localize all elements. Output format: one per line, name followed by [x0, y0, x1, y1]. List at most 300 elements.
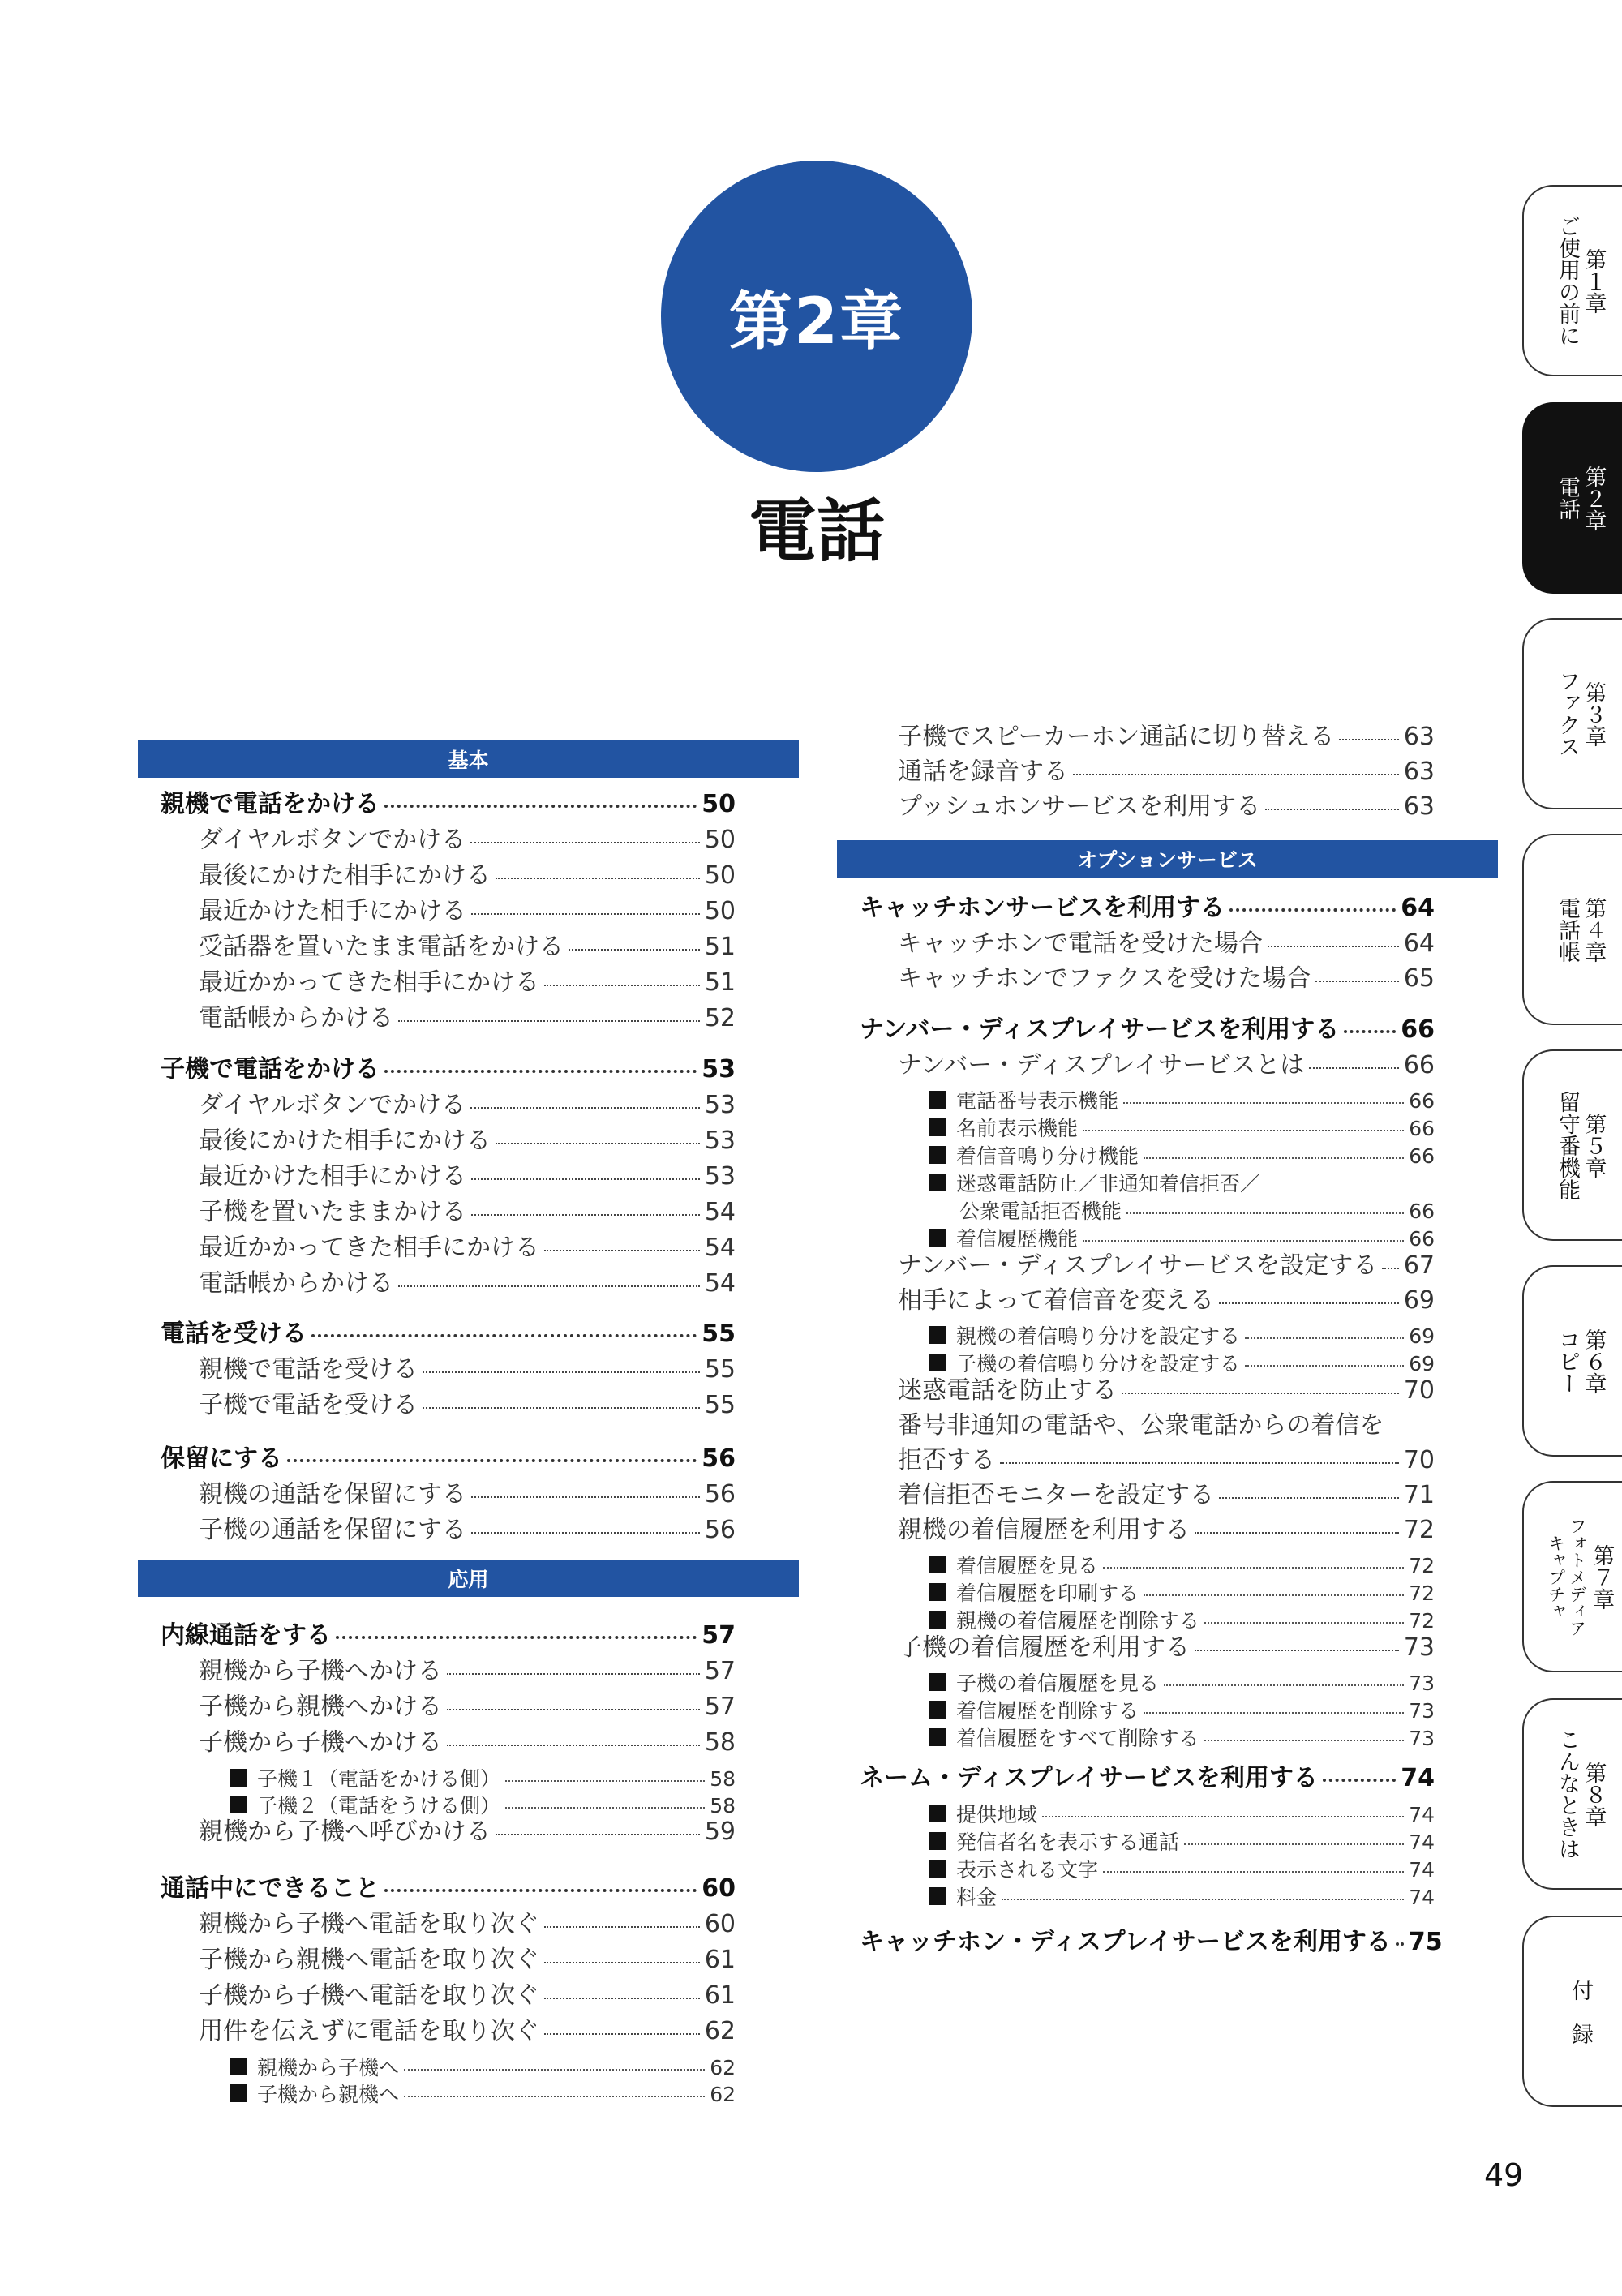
toc-sub-entry[interactable] — [929, 1228, 1435, 1251]
toc-entry[interactable] — [199, 1127, 736, 1154]
toc-entry[interactable] — [199, 1946, 736, 1973]
toc-page-number: 66 — [1401, 1015, 1435, 1044]
chapter-tab-text: 第２章 — [1581, 465, 1607, 531]
toc-sub-entry[interactable] — [929, 1118, 1435, 1140]
toc-entry-title: 表示される文字 — [956, 1858, 1099, 1882]
toc-entry-title: 最後にかけた相手にかける — [199, 861, 491, 890]
toc-heading-entry[interactable] — [860, 1016, 1435, 1043]
toc-entry-title: 最近かけた相手にかける — [199, 1162, 466, 1191]
toc-sub-entry[interactable] — [929, 1090, 1435, 1113]
toc-entry[interactable] — [898, 965, 1435, 992]
toc-entry-title: 保留にする — [161, 1444, 282, 1473]
toc-entry-title: 名前表示機能 — [956, 1117, 1079, 1140]
chapter-tab-3[interactable] — [1522, 618, 1622, 809]
toc-entry-title: 着信履歴機能 — [956, 1227, 1079, 1251]
leader-dots — [1339, 739, 1399, 740]
chapter-tab-9[interactable] — [1522, 1916, 1622, 2107]
toc-entry[interactable] — [898, 758, 1435, 785]
leader-dots — [1184, 1843, 1404, 1845]
toc-page-number: 67 — [1403, 1251, 1435, 1280]
chapter-tab-2[interactable] — [1522, 402, 1622, 594]
toc-page-number: 57 — [704, 1693, 736, 1721]
toc-entry-title: ナンバー・ディスプレイサービスとは — [898, 1051, 1305, 1079]
chapter-tab-text: 留守番機能 — [1555, 1090, 1580, 1200]
leader-dots — [1083, 1240, 1404, 1242]
chapter-tab-4[interactable] — [1522, 834, 1622, 1025]
leader-dots — [384, 1070, 697, 1073]
leader-dots — [336, 1636, 697, 1639]
square-bullet-icon — [929, 1118, 946, 1136]
toc-sub-entry[interactable] — [929, 1555, 1435, 1577]
toc-page-number: 66 — [1409, 1199, 1435, 1223]
toc-page-number: 69 — [1409, 1352, 1435, 1375]
toc-entry-title: 子機１（電話をかける側） — [257, 1767, 501, 1791]
toc-entry-title: 子機から親機へ — [257, 2083, 400, 2106]
toc-entry[interactable] — [898, 723, 1435, 750]
chapter-tab-label — [1524, 1051, 1622, 1239]
leader-dots — [1219, 1302, 1399, 1304]
leader-dots — [1126, 1212, 1404, 1214]
toc-entry-title: 迷惑電話を防止する — [898, 1376, 1117, 1405]
square-bullet-icon — [929, 1354, 946, 1371]
toc-entry[interactable] — [199, 1092, 736, 1118]
toc-entry-title: 子機の着信鳴り分けを設定する — [956, 1352, 1241, 1375]
toc-sub-entry[interactable] — [959, 1200, 1435, 1223]
leader-dots — [1245, 1365, 1404, 1367]
toc-page-number: 51 — [704, 933, 736, 961]
leader-dots — [470, 1107, 700, 1109]
leader-dots — [1344, 1030, 1396, 1033]
toc-entry[interactable] — [898, 1377, 1435, 1404]
toc-entry[interactable] — [199, 1729, 736, 1756]
toc-entry-title: 最近かけた相手にかける — [199, 897, 466, 925]
chapter-tab-text: 第３章 — [1581, 680, 1607, 747]
leader-dots — [1382, 1268, 1399, 1269]
toc-page-number: 71 — [1403, 1481, 1435, 1509]
toc-page-number: 62 — [704, 2017, 736, 2045]
chapter-tab-1[interactable] — [1522, 185, 1622, 376]
chapter-tab-label — [1524, 1483, 1622, 1671]
leader-dots — [496, 878, 700, 879]
toc-entry-title: 着信履歴を削除する — [956, 1699, 1139, 1723]
leader-dots — [1144, 1157, 1404, 1159]
toc-entry-title: 料金 — [956, 1886, 998, 1909]
leader-dots — [544, 985, 700, 986]
square-bullet-icon — [929, 1701, 946, 1719]
toc-page-number: 53 — [704, 1127, 736, 1155]
toc-entry-title: 親機から子機へ電話を取り次ぐ — [199, 1910, 539, 1938]
square-bullet-icon — [929, 1860, 946, 1878]
leader-dots — [544, 1998, 700, 1999]
toc-entry-title: ネーム・ディスプレイサービスを利用する — [860, 1764, 1318, 1792]
leader-dots — [505, 1807, 705, 1809]
chapter-tab-text: 第８章 — [1581, 1761, 1607, 1827]
chapter-tab-text: 付 録 — [1568, 1978, 1594, 2045]
toc-entry-title: 相手によって着信音を変える — [898, 1286, 1214, 1315]
chapter-tab-text: 第４章 — [1581, 896, 1607, 963]
toc-entry-title: ダイヤルボタンでかける — [199, 826, 466, 854]
toc-sub-entry[interactable] — [929, 1859, 1435, 1882]
toc-entry-title: 着信音鳴り分け機能 — [956, 1144, 1139, 1168]
leader-dots — [569, 949, 700, 951]
toc-page-number: 73 — [1409, 1727, 1435, 1750]
leader-dots — [1073, 774, 1399, 775]
toc-entry-title: 着信拒否モニターを設定する — [898, 1481, 1214, 1509]
leader-dots — [471, 1178, 700, 1180]
toc-entry-title: プッシュホンサービスを利用する — [898, 792, 1261, 821]
leader-dots — [1229, 908, 1396, 912]
toc-page-number: 72 — [1409, 1609, 1435, 1633]
leader-dots — [1195, 1650, 1399, 1651]
leader-dots — [447, 1745, 700, 1746]
toc-page-number: 74 — [1409, 1803, 1435, 1826]
chapter-tab-label — [1524, 1267, 1622, 1455]
toc-entry-title: キャッチホンで電話を受けた場合 — [898, 929, 1263, 958]
leader-dots — [1323, 1779, 1396, 1782]
leader-dots — [1042, 1816, 1404, 1817]
leader-dots — [1195, 1532, 1399, 1534]
leader-dots — [471, 1214, 700, 1216]
leader-dots — [470, 842, 700, 843]
chapter-tab-text: 第７章 — [1589, 1543, 1615, 1610]
toc-entry[interactable] — [199, 1481, 736, 1508]
toc-entry[interactable] — [898, 1287, 1435, 1314]
toc-entry-title: 子機の着信履歴を利用する — [898, 1633, 1190, 1662]
leader-dots — [1123, 1102, 1404, 1104]
square-bullet-icon — [929, 1832, 946, 1850]
chapter-tab-text: ご使用の前に — [1555, 215, 1580, 346]
leader-dots — [544, 1962, 700, 1963]
toc-entry[interactable] — [199, 1163, 736, 1190]
leader-dots — [311, 1334, 697, 1337]
leader-dots — [1204, 1740, 1405, 1741]
square-bullet-icon — [929, 1229, 946, 1247]
toc-entry[interactable] — [199, 1392, 736, 1418]
toc-heading-entry[interactable] — [161, 1445, 736, 1472]
toc-heading-entry[interactable] — [860, 895, 1435, 921]
toc-entry-title: 子機から子機へかける — [199, 1728, 442, 1757]
leader-dots — [471, 1496, 700, 1498]
toc-page-number: 63 — [1403, 757, 1435, 786]
toc-page-number: 54 — [704, 1198, 736, 1226]
toc-entry-title: 子機２（電話をうける側） — [257, 1794, 501, 1817]
toc-heading-entry[interactable] — [860, 1765, 1435, 1792]
toc-page-number: 58 — [704, 1728, 736, 1757]
toc-entry-title: 子機でスピーカーホン通話に切り替える — [898, 723, 1335, 751]
toc-sub-entry[interactable] — [929, 1831, 1435, 1854]
toc-entry[interactable] — [199, 1693, 736, 1720]
leader-dots — [384, 805, 697, 808]
leader-dots — [1002, 1899, 1404, 1900]
chapter-tab-text: コピー — [1555, 1328, 1580, 1394]
square-bullet-icon — [230, 1769, 247, 1787]
chapter-tab-label — [1524, 1700, 1622, 1888]
toc-sub-entry[interactable] — [230, 2057, 736, 2079]
toc-heading-entry[interactable] — [860, 1928, 1443, 1956]
leader-dots — [423, 1407, 700, 1409]
leader-dots — [1144, 1712, 1404, 1714]
toc-page-number: 62 — [710, 2083, 736, 2106]
leader-dots — [471, 913, 700, 915]
toc-page-number: 73 — [1409, 1699, 1435, 1723]
toc-page-number: 53 — [704, 1162, 736, 1191]
toc-page-number: 50 — [702, 790, 736, 818]
toc-page-number: 58 — [710, 1767, 736, 1791]
toc-page-number: 51 — [704, 968, 736, 997]
toc-entry-title: 親機から子機へかける — [199, 1657, 442, 1685]
toc-page-number: 64 — [1401, 894, 1435, 922]
toc-entry-title: 着信履歴をすべて削除する — [956, 1727, 1199, 1750]
leader-dots — [1103, 1567, 1404, 1569]
toc-entry-title: キャッチホンサービスを利用する — [860, 894, 1225, 922]
toc-entry-title: 親機の着信履歴を利用する — [898, 1516, 1190, 1544]
toc-entry-title: 通話を録音する — [898, 757, 1068, 786]
square-bullet-icon — [929, 1583, 946, 1601]
toc-heading-entry[interactable] — [161, 1320, 736, 1347]
toc-entry-title: 受話器を置いたまま電話をかける — [199, 933, 564, 961]
toc-entry-title: 提供地域 — [956, 1803, 1038, 1826]
leader-dots — [1219, 1497, 1399, 1499]
leader-dots — [1000, 1462, 1399, 1464]
toc-heading-entry[interactable] — [161, 1056, 736, 1083]
toc-entry[interactable] — [898, 1517, 1435, 1543]
leader-dots — [544, 1250, 700, 1251]
toc-page-number: 74 — [1409, 1886, 1435, 1909]
toc-entry[interactable] — [199, 1199, 736, 1225]
toc-entry[interactable] — [199, 1982, 736, 2009]
toc-entry-title: 電話番号表示機能 — [956, 1089, 1119, 1113]
toc-sub-entry[interactable] — [929, 1804, 1435, 1826]
toc-page-number: 65 — [1403, 964, 1435, 993]
toc-page-number: 72 — [1409, 1581, 1435, 1605]
leader-dots — [404, 2069, 705, 2071]
toc-page-number: 59 — [704, 1817, 736, 1846]
leader-dots — [1083, 1130, 1404, 1131]
toc-entry-title: 発信者名を表示する通話 — [956, 1830, 1180, 1854]
toc-entry-title: 子機から親機へかける — [199, 1693, 442, 1721]
leader-dots — [384, 1889, 697, 1892]
square-bullet-icon — [929, 1887, 946, 1905]
leader-dots — [287, 1459, 697, 1462]
toc-entry[interactable] — [898, 930, 1435, 957]
leader-dots — [471, 1532, 700, 1534]
toc-sub-entry[interactable] — [230, 1795, 736, 1817]
chapter-tab-7[interactable] — [1522, 1481, 1622, 1672]
toc-entry-title: 親機の通話を保留にする — [199, 1480, 466, 1508]
toc-entry[interactable] — [199, 1234, 736, 1261]
leader-dots — [1122, 1393, 1399, 1394]
toc-entry[interactable] — [199, 898, 736, 925]
toc-entry[interactable] — [898, 793, 1435, 820]
toc-page-number: 56 — [702, 1444, 736, 1473]
toc-entry-title: 最近かかってきた相手にかける — [199, 968, 539, 997]
toc-page-number: 63 — [1403, 723, 1435, 751]
toc-entry-title: 電話を受ける — [161, 1320, 307, 1348]
toc-entry-title: 電話帳からかける — [199, 1269, 393, 1298]
toc-sub-entry[interactable] — [929, 1727, 1435, 1750]
toc-sub-entry[interactable] — [929, 1353, 1435, 1375]
toc-entry-title: ナンバー・ディスプレイサービスを利用する — [860, 1015, 1340, 1044]
toc-page-number: 64 — [1403, 929, 1435, 958]
toc-entry[interactable] — [199, 933, 736, 960]
toc-entry-title: ナンバー・ディスプレイサービスを設定する — [898, 1251, 1378, 1280]
square-bullet-icon — [929, 1556, 946, 1573]
leader-dots — [1309, 1067, 1399, 1069]
toc-page-number: 55 — [702, 1320, 736, 1348]
leader-dots — [1268, 946, 1399, 947]
toc-sub-entry[interactable] — [929, 1145, 1435, 1168]
toc-entry-title: 最後にかけた相手にかける — [199, 1127, 491, 1155]
toc-sub-entry[interactable] — [929, 1582, 1435, 1605]
toc-entry-title: 親機で電話を受ける — [199, 1355, 418, 1384]
square-bullet-icon — [929, 1326, 946, 1344]
toc-heading-entry[interactable] — [161, 1875, 736, 1902]
toc-entry-title: 親機で電話をかける — [161, 790, 380, 818]
chapter-tab-text: キャプチャ — [1546, 1534, 1566, 1620]
toc-sub-entry[interactable] — [929, 1672, 1435, 1695]
toc-entry[interactable] — [898, 1634, 1435, 1661]
square-bullet-icon — [230, 2058, 247, 2075]
leader-dots — [1204, 1622, 1404, 1624]
toc-entry-title: 子機から親機へ電話を取り次ぐ — [199, 1946, 539, 1974]
toc-page-number: 62 — [710, 2056, 736, 2079]
toc-page-number: 69 — [1403, 1286, 1435, 1315]
toc-page-number: 75 — [1408, 1928, 1443, 1956]
leader-dots — [496, 1834, 700, 1835]
toc-entry-title: 子機の着信履歴を見る — [956, 1672, 1160, 1695]
leader-dots — [398, 1020, 700, 1022]
toc-page-number: 74 — [1409, 1858, 1435, 1882]
toc-entry[interactable] — [898, 1252, 1435, 1279]
toc-page-number: 66 — [1409, 1144, 1435, 1168]
toc-entry-title: 電話帳からかける — [199, 1004, 393, 1032]
toc-entry-title: 子機で電話をかける — [161, 1055, 380, 1084]
toc-entry-title: キャッチホン・ディスプレイサービスを利用する — [860, 1928, 1391, 1956]
toc-entry[interactable] — [199, 969, 736, 996]
toc-entry[interactable] — [199, 862, 736, 889]
toc-entry[interactable] — [898, 1482, 1435, 1508]
toc-page-number: 74 — [1409, 1830, 1435, 1854]
toc-page-number: 58 — [710, 1794, 736, 1817]
toc-page-number: 72 — [1403, 1516, 1435, 1544]
square-bullet-icon — [929, 1673, 946, 1691]
toc-entry[interactable] — [199, 826, 736, 853]
toc-entry-title: 親機の着信履歴を削除する — [956, 1609, 1200, 1633]
toc-entry-title: 子機で電話を受ける — [199, 1391, 418, 1419]
chapter-tab-text: 第５章 — [1581, 1112, 1607, 1178]
toc-page-number: 50 — [704, 826, 736, 854]
toc-entry[interactable] — [199, 1356, 736, 1383]
toc-entry[interactable] — [199, 1270, 736, 1297]
toc-page-number: 70 — [1403, 1446, 1435, 1474]
leader-dots — [1265, 809, 1399, 810]
square-bullet-icon — [929, 1091, 946, 1109]
toc-page-number: 56 — [704, 1480, 736, 1508]
toc-page-number: 61 — [704, 1946, 736, 1974]
toc-entry-title: キャッチホンでファクスを受けた場合 — [898, 964, 1311, 993]
toc-entry[interactable] — [199, 1658, 736, 1684]
toc-page-number: 57 — [704, 1657, 736, 1685]
toc-entry[interactable] — [199, 1911, 736, 1938]
toc-page-number: 60 — [702, 1874, 736, 1903]
toc-entry[interactable] — [898, 1447, 1435, 1474]
toc-sub-entry[interactable] — [230, 2084, 736, 2106]
chapter-tab-text: 第６章 — [1581, 1328, 1607, 1394]
toc-page-number: 50 — [704, 861, 736, 890]
toc-page-number: 66 — [1403, 1051, 1435, 1079]
toc-sub-entry[interactable] — [929, 1700, 1435, 1723]
toc-entry[interactable] — [199, 1517, 736, 1543]
chapter-tab-8[interactable] — [1522, 1698, 1622, 1890]
toc-entry[interactable] — [898, 1052, 1435, 1079]
leader-dots — [1396, 1942, 1404, 1946]
toc-entry-title: 最近かかってきた相手にかける — [199, 1234, 539, 1262]
leader-dots — [496, 1143, 700, 1144]
toc-heading-entry[interactable] — [161, 1622, 736, 1649]
toc-entry-title: 着信履歴を見る — [956, 1554, 1099, 1577]
toc-entry-title: ダイヤルボタンでかける — [199, 1091, 466, 1119]
chapter-tab-label — [1524, 187, 1622, 375]
toc-page-number: 63 — [1403, 792, 1435, 821]
toc-sub-entry[interactable] — [929, 1886, 1435, 1909]
toc-page-number: 66 — [1409, 1089, 1435, 1113]
toc-entry-title: 子機の通話を保留にする — [199, 1516, 466, 1544]
toc-page-number: 61 — [704, 1981, 736, 2010]
leader-dots — [447, 1673, 700, 1675]
toc-entry-title: 通話中にできること — [161, 1874, 380, 1903]
toc-entry-line: 番号非通知の電話や、公衆電話からの着信を — [898, 1411, 1384, 1440]
toc-page-number: 54 — [704, 1269, 736, 1298]
chapter-tab-text: こんなときは — [1555, 1728, 1580, 1860]
square-bullet-icon — [230, 2084, 247, 2102]
toc-page-number: 52 — [704, 1004, 736, 1032]
chapter-badge — [661, 161, 972, 472]
chapter-tab-label — [1524, 620, 1622, 808]
toc-sub-entry[interactable] — [230, 1768, 736, 1791]
toc-entry-title: 親機の着信鳴り分けを設定する — [956, 1324, 1241, 1348]
chapter-tab-text: ファクス — [1555, 670, 1580, 757]
toc-entry-title: 着信履歴を印刷する — [956, 1581, 1139, 1605]
toc-entry-title: 用件を伝えずに電話を取り次ぐ — [199, 2017, 539, 2045]
chapter-tab-5[interactable] — [1522, 1049, 1622, 1241]
toc-page-number: 60 — [704, 1910, 736, 1938]
toc-entry[interactable] — [199, 1818, 736, 1845]
chapter-title: 電話 — [748, 491, 885, 571]
toc-page-number: 74 — [1401, 1764, 1435, 1792]
leader-dots — [1245, 1337, 1404, 1339]
toc-page-number: 50 — [704, 897, 736, 925]
chapter-tab-text: フォトメディア — [1567, 1517, 1587, 1637]
toc-page-number: 66 — [1409, 1117, 1435, 1140]
toc-entry[interactable] — [199, 2018, 736, 2045]
toc-entry-title: 親機から子機へ — [257, 2056, 400, 2079]
section-header-bar: 応用 — [138, 1560, 799, 1597]
square-bullet-icon — [929, 1611, 946, 1629]
toc-entry-title: 子機から子機へ電話を取り次ぐ — [199, 1981, 539, 2010]
toc-heading-entry[interactable] — [161, 791, 736, 818]
toc-page-number: 72 — [1409, 1554, 1435, 1577]
toc-page-number: 53 — [702, 1055, 736, 1084]
toc-page-number: 56 — [704, 1516, 736, 1544]
square-bullet-icon — [929, 1146, 946, 1164]
page-number: 49 — [1484, 2157, 1524, 2193]
chapter-tab-label — [1524, 404, 1622, 592]
toc-entry[interactable] — [199, 1005, 736, 1032]
toc-sub-entry[interactable] — [929, 1325, 1435, 1348]
leader-dots — [1103, 1871, 1404, 1873]
toc-sub-entry[interactable] — [929, 1610, 1435, 1633]
chapter-tab-6[interactable] — [1522, 1265, 1622, 1457]
